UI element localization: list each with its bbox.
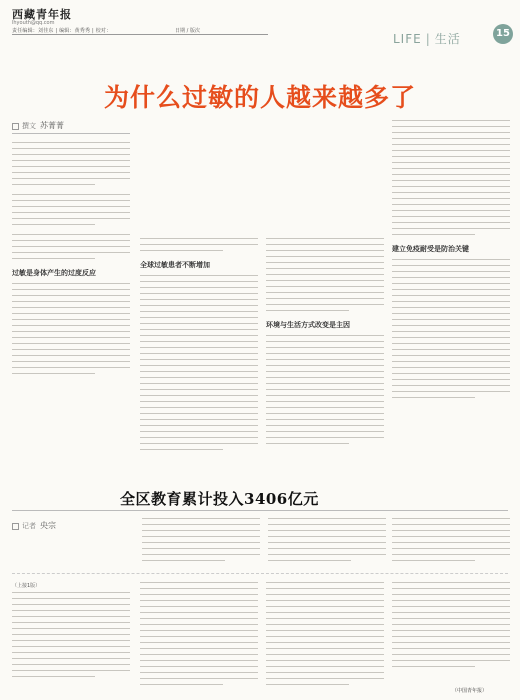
article-column-4 [392,120,510,403]
header-rule [12,34,268,35]
byline-rule [12,133,130,134]
byline-author: 苏菁菁 [40,121,64,130]
continued-from-tag: （上接1版） [12,583,41,589]
article-column-3 [266,238,384,449]
byline-label: 撰文 [22,122,36,130]
continuation-column-3 [266,582,384,690]
section-label [393,30,461,47]
second-article-headline: 全区教育累计投入3406亿元 [120,490,319,508]
section-en: LIFE [393,32,422,46]
second-article-column-1 [142,518,260,566]
masthead: 西藏青年报 [12,8,72,21]
byline-box-icon [12,123,19,130]
subhead-4: 建立免疫耐受是防治关键 [392,245,469,253]
second-article-column-2 [268,518,386,566]
source-credit: （中国青年报） [452,688,488,694]
second-article-rule [12,510,508,511]
second-article-column-3 [392,518,510,566]
subhead-1: 过敏是身体产生的过度反应 [12,269,96,277]
continuation-rule [12,573,508,574]
second-byline [12,520,56,531]
staff-credits: 责任编辑：刘佳东 | 编辑：黄秀秀 | 校对： [12,28,112,34]
masthead-url[interactable]: lhyouth@qq.com [12,20,55,26]
continuation-column-2 [140,582,258,690]
byline [12,120,64,131]
subhead-3: 环境与生活方式改变是主因 [266,321,350,329]
section-separator: | [425,32,431,46]
second-byline-label: 记者 [22,522,36,530]
article-column-2 [140,238,258,455]
continuation-column-1 [12,592,130,682]
second-byline-author: 央宗 [40,521,56,530]
second-byline-box-icon [12,523,19,530]
page-number-badge: 15 [493,24,513,44]
issue-meta: 日期 / 版次 [175,28,200,34]
article-headline: 为什么过敏的人越来越多了 [103,83,416,112]
continuation-column-4 [392,582,510,672]
article-column-1 [12,142,130,379]
section-cn: 生活 [434,32,461,46]
subhead-2: 全球过敏患者不断增加 [140,261,210,269]
